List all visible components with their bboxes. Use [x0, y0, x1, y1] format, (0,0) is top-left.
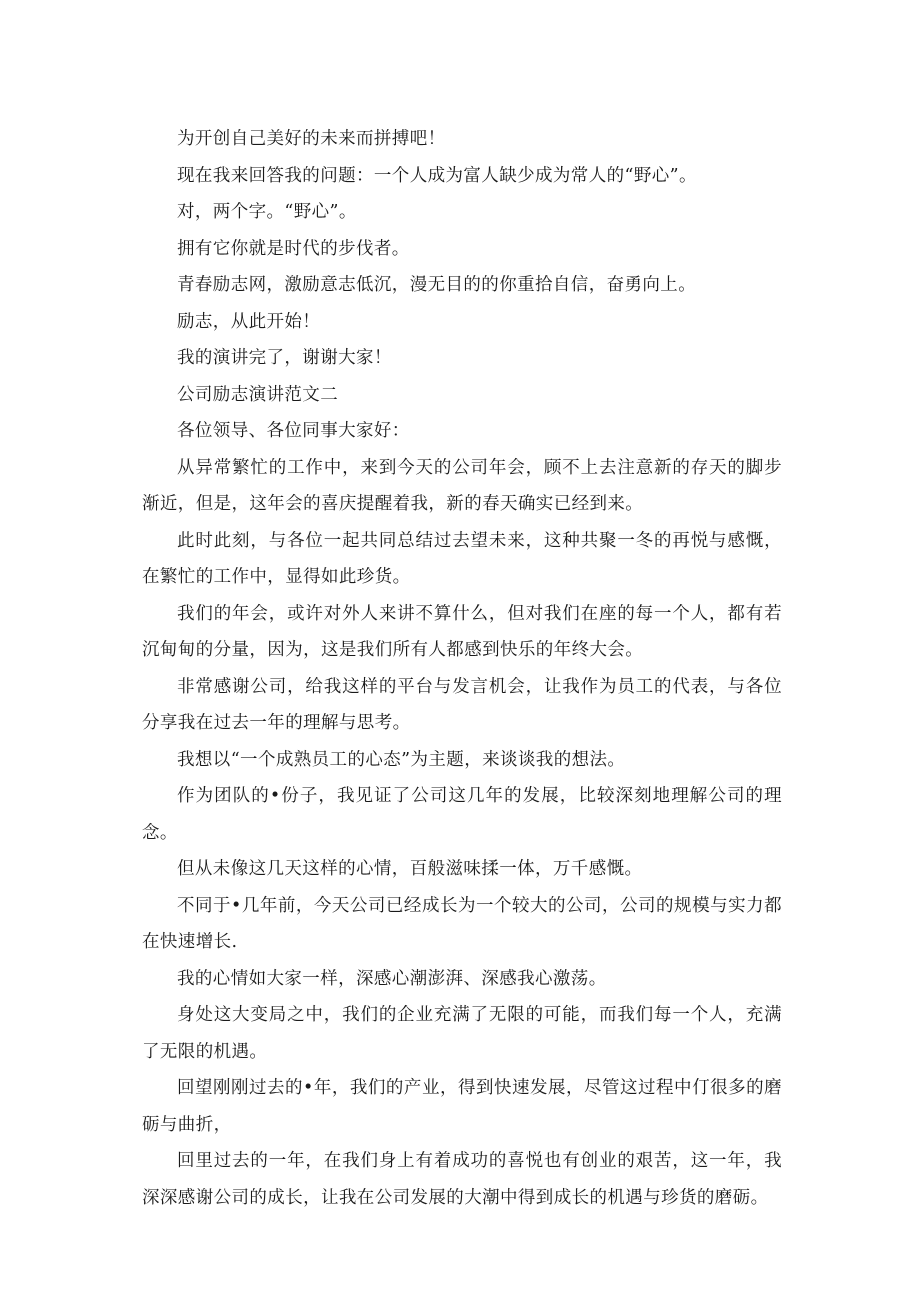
- paragraph-14: 我想以“一个成熟员工的心态”为主题，来谈谈我的想法。: [177, 749, 626, 770]
- paragraph-13: 非常感谢公司，给我这样的平台与发言机会，让我作为员工的代表，与各位分享我在过去一年的理解与思考。: [142, 676, 782, 733]
- salutation: 各位领导、各位同事大家好：: [177, 421, 410, 441]
- paragraph-5: 青春励志网，激励意志低沉，漫无目的的你重拾自信，奋勇向上。: [177, 275, 697, 295]
- paragraph-18: 我的心情如大家一样，深感心潮澎湃、深感我心激荡。: [177, 968, 607, 989]
- paragraph-12: 我们的年会，或许对外人来讲不算什么，但对我们在座的每一个人，都有若沉甸甸的分量，因为，这是我们所有人都感到快乐的年终大会。: [142, 603, 782, 660]
- paragraph-16: 但从未像这几天这样的心情，百般滋味揉一体，万千感慨。: [177, 859, 643, 879]
- paragraph-1: 为开创自己美好的未来而拼搏吧！: [177, 129, 446, 149]
- paragraph-19: 身处这大变局之中，我们的企业充满了无限的可能，而我们每一个人，充满了无限的机遇。: [142, 1005, 782, 1062]
- paragraph-21: 回里过去的一年，在我们身上有着成功的喜悦也有创业的艰苦，这一年，我深深感谢公司的成长，让我在公司发展的大潮中得到成长的机遇与珍货的磨砺。: [142, 1151, 782, 1208]
- paragraph-6: 励志，从此开始！: [177, 311, 321, 332]
- section-heading: 公司励志演讲范文二: [177, 384, 339, 405]
- document-body: [142, 121, 782, 1216]
- paragraph-17: 不同于•几年前，今天公司已经成长为一个较大的公司，公司的规模与实力都在快速增长.: [142, 895, 782, 952]
- paragraph-11: 此时此刻，与各位一起共同总结过去望未来，这种共聚一冬的再悦与感慨，在繁忙的工作中，显得如此珍货。: [142, 530, 782, 587]
- paragraph-10: 从异常繁忙的工作中，来到今天的公司年会，顾不上去注意新的存天的脚步渐近，但是，这年会的喜庆提醒着我，新的春天确实已经到来。: [142, 457, 782, 514]
- paragraph-20: 回望刚刚过去的•年，我们的产业，得到快速发展，尽管这过程中仃很多的磨砺与曲折，: [142, 1078, 782, 1135]
- paragraph-3: 对，两个字。“野心”。: [177, 202, 357, 222]
- paragraph-7: 我的演讲完了，谢谢大家！: [177, 348, 392, 368]
- paragraph-2: 现在我来回答我的问题：一个人成为富人缺少成为常人的“野心”。: [177, 165, 697, 186]
- paragraph-15: 作为团队的•份子，我见证了公司这几年的发展，比较深刻地理解公司的理念。: [142, 786, 782, 843]
- paragraph-4: 拥有它你就是时代的步伐者。: [177, 238, 410, 259]
